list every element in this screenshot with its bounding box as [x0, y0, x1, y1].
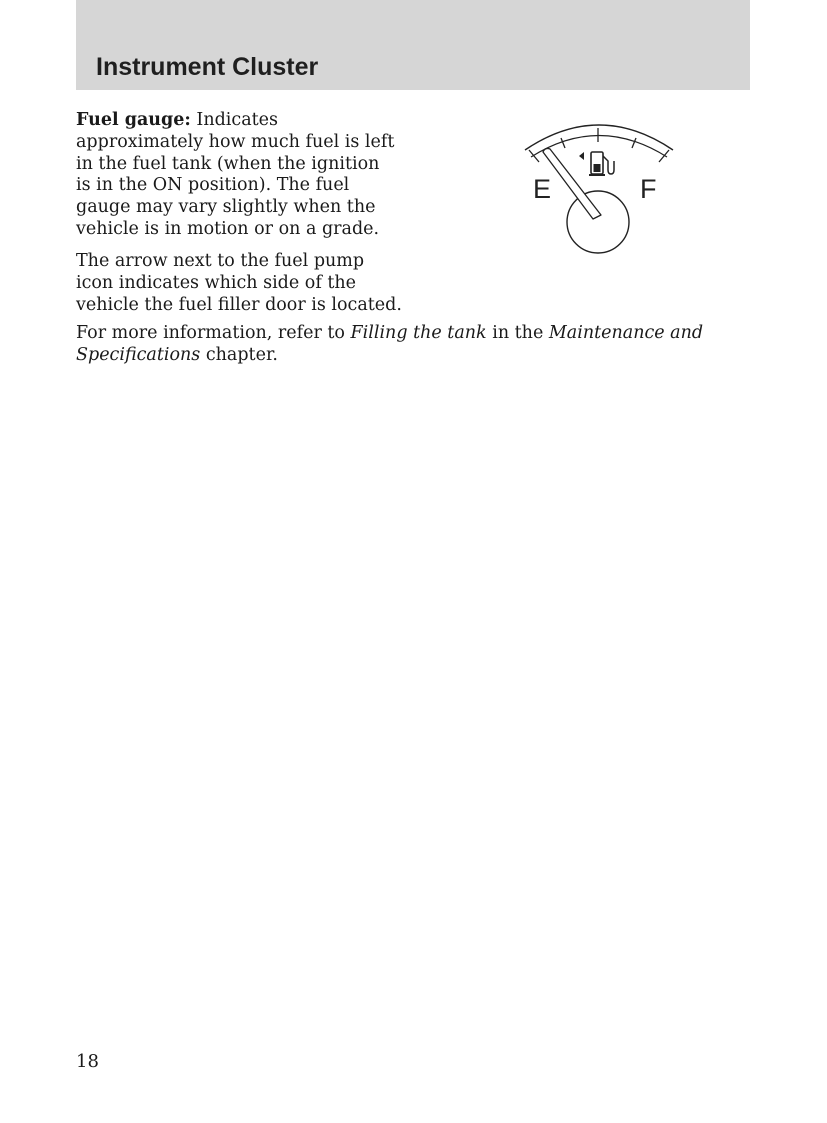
fuel-gauge-term: Fuel gauge: — [76, 110, 191, 130]
paragraph-line: is in the ON position). The fuel — [76, 175, 350, 196]
paragraph-text: Indicates — [190, 110, 278, 130]
paragraph-line: in the fuel tank (when the ignition — [76, 153, 380, 174]
more-info-paragraph — [76, 323, 703, 367]
cross-reference-chapter: Specifications — [76, 344, 201, 365]
paragraph-line — [76, 110, 394, 132]
page-number: 18 — [76, 1051, 99, 1072]
gauge-empty-label: E — [533, 174, 552, 204]
paragraph-text: chapter. — [200, 344, 278, 365]
fuel-pump-icon — [589, 152, 614, 175]
fuel-gauge-paragraph — [76, 110, 394, 241]
paragraph-text: For more information, refer to — [76, 323, 351, 343]
gauge-outer-arc — [525, 125, 673, 150]
gauge-full-label: F — [640, 174, 657, 204]
paragraph-line: vehicle the fuel filler door is located. — [76, 294, 402, 315]
paragraph-line — [76, 323, 703, 345]
filler-side-arrow-icon — [579, 152, 584, 160]
paragraph-line — [76, 345, 703, 367]
cross-reference-chapter: Maintenance and — [548, 323, 704, 343]
paragraph-line: icon indicates which side of the — [76, 272, 357, 293]
cross-reference-filling-the-tank: Filling the tank — [350, 323, 487, 343]
paragraph-line: vehicle is in motion or on a grade. — [76, 218, 380, 239]
fuel-pump-arrow-paragraph — [76, 251, 402, 316]
paragraph-line: gauge may vary slightly when the — [76, 197, 376, 218]
paragraph-text: in the — [486, 323, 549, 343]
paragraph-line: The arrow next to the fuel pump — [76, 251, 365, 271]
fuel-gauge-illustration — [515, 112, 685, 262]
paragraph-line: approximately how much fuel is left — [76, 131, 395, 152]
section-title: Instrument Cluster — [96, 53, 319, 81]
gauge-hub — [567, 191, 629, 253]
header-band — [76, 0, 750, 90]
